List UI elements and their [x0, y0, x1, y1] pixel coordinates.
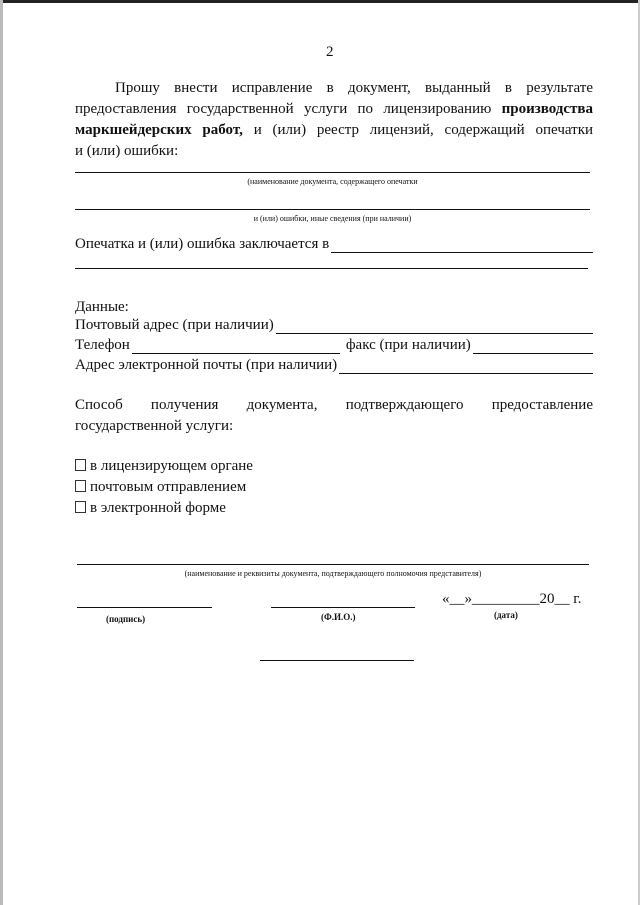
separator-line	[260, 660, 414, 661]
fax-field[interactable]	[473, 339, 593, 354]
name-caption: (Ф.И.О.)	[321, 612, 356, 622]
name-field[interactable]	[271, 607, 415, 608]
fax-label: факс (при наличии)	[345, 337, 471, 353]
postal-address-label: Почтовый адрес (при наличии)	[75, 317, 274, 333]
request-line-2: предоставления государственной услуги по лицензированию производства	[75, 101, 594, 117]
method-word: получения	[150, 397, 219, 413]
data-heading: Данные:	[75, 299, 129, 315]
representative-field[interactable]	[77, 564, 589, 565]
page-left-border	[0, 0, 3, 905]
postal-address-field[interactable]	[276, 319, 593, 334]
signature-caption: (подпись)	[106, 614, 146, 624]
error-row	[75, 235, 593, 253]
checkbox[interactable]	[75, 480, 86, 492]
error-field-continued[interactable]	[75, 268, 588, 269]
phone-fax-row	[75, 336, 593, 354]
option-electronic[interactable]: в электронной форме	[75, 499, 226, 517]
method-line-2: государственной услуги:	[75, 418, 234, 434]
request-line-3: маркшейдерских работ, и (или) реестр лицензий, содержащий опечатки	[75, 122, 594, 138]
checkbox[interactable]	[75, 459, 86, 471]
email-row	[75, 356, 593, 374]
method-word: предоставление	[491, 397, 593, 413]
request-line-1: Прошу внести исправление в документ, выданный в результате	[115, 80, 593, 96]
checkbox[interactable]	[75, 501, 86, 513]
option-in-licensing-body[interactable]: в лицензирующем органе	[75, 457, 253, 475]
errors-field[interactable]	[75, 209, 590, 210]
error-label: Опечатка и (или) ошибка заключается в	[75, 236, 330, 252]
method-line-1	[75, 396, 593, 414]
signature-field[interactable]	[77, 607, 212, 608]
representative-caption: (наименование и реквизиты документа, подтверждающего полномочия представителя)	[184, 569, 482, 578]
method-word: Способ	[75, 397, 123, 413]
method-word: подтверждающего	[345, 397, 464, 413]
error-field[interactable]	[331, 238, 593, 253]
email-field[interactable]	[339, 359, 593, 374]
document-name-field[interactable]	[75, 172, 590, 173]
request-line-4: и (или) ошибки:	[75, 143, 179, 159]
email-label: Адрес электронной почты (при наличии)	[75, 357, 338, 373]
option-by-post[interactable]: почтовым отправлением	[75, 478, 246, 496]
errors-caption: и (или) ошибки, иные сведения (при наличии)	[253, 214, 412, 223]
document-name-caption: (наименование документа, содержащего опечатки	[247, 177, 418, 186]
page-number: 2	[326, 44, 334, 60]
date-field[interactable]: «__»_________20__ г.	[442, 591, 582, 607]
postal-address-row	[75, 316, 593, 334]
method-word: документа,	[246, 397, 318, 413]
date-caption: (дата)	[494, 610, 518, 620]
phone-field[interactable]	[132, 339, 340, 354]
phone-label: Телефон	[75, 337, 130, 353]
request-paragraph	[75, 78, 593, 162]
page-top-border	[0, 0, 640, 3]
